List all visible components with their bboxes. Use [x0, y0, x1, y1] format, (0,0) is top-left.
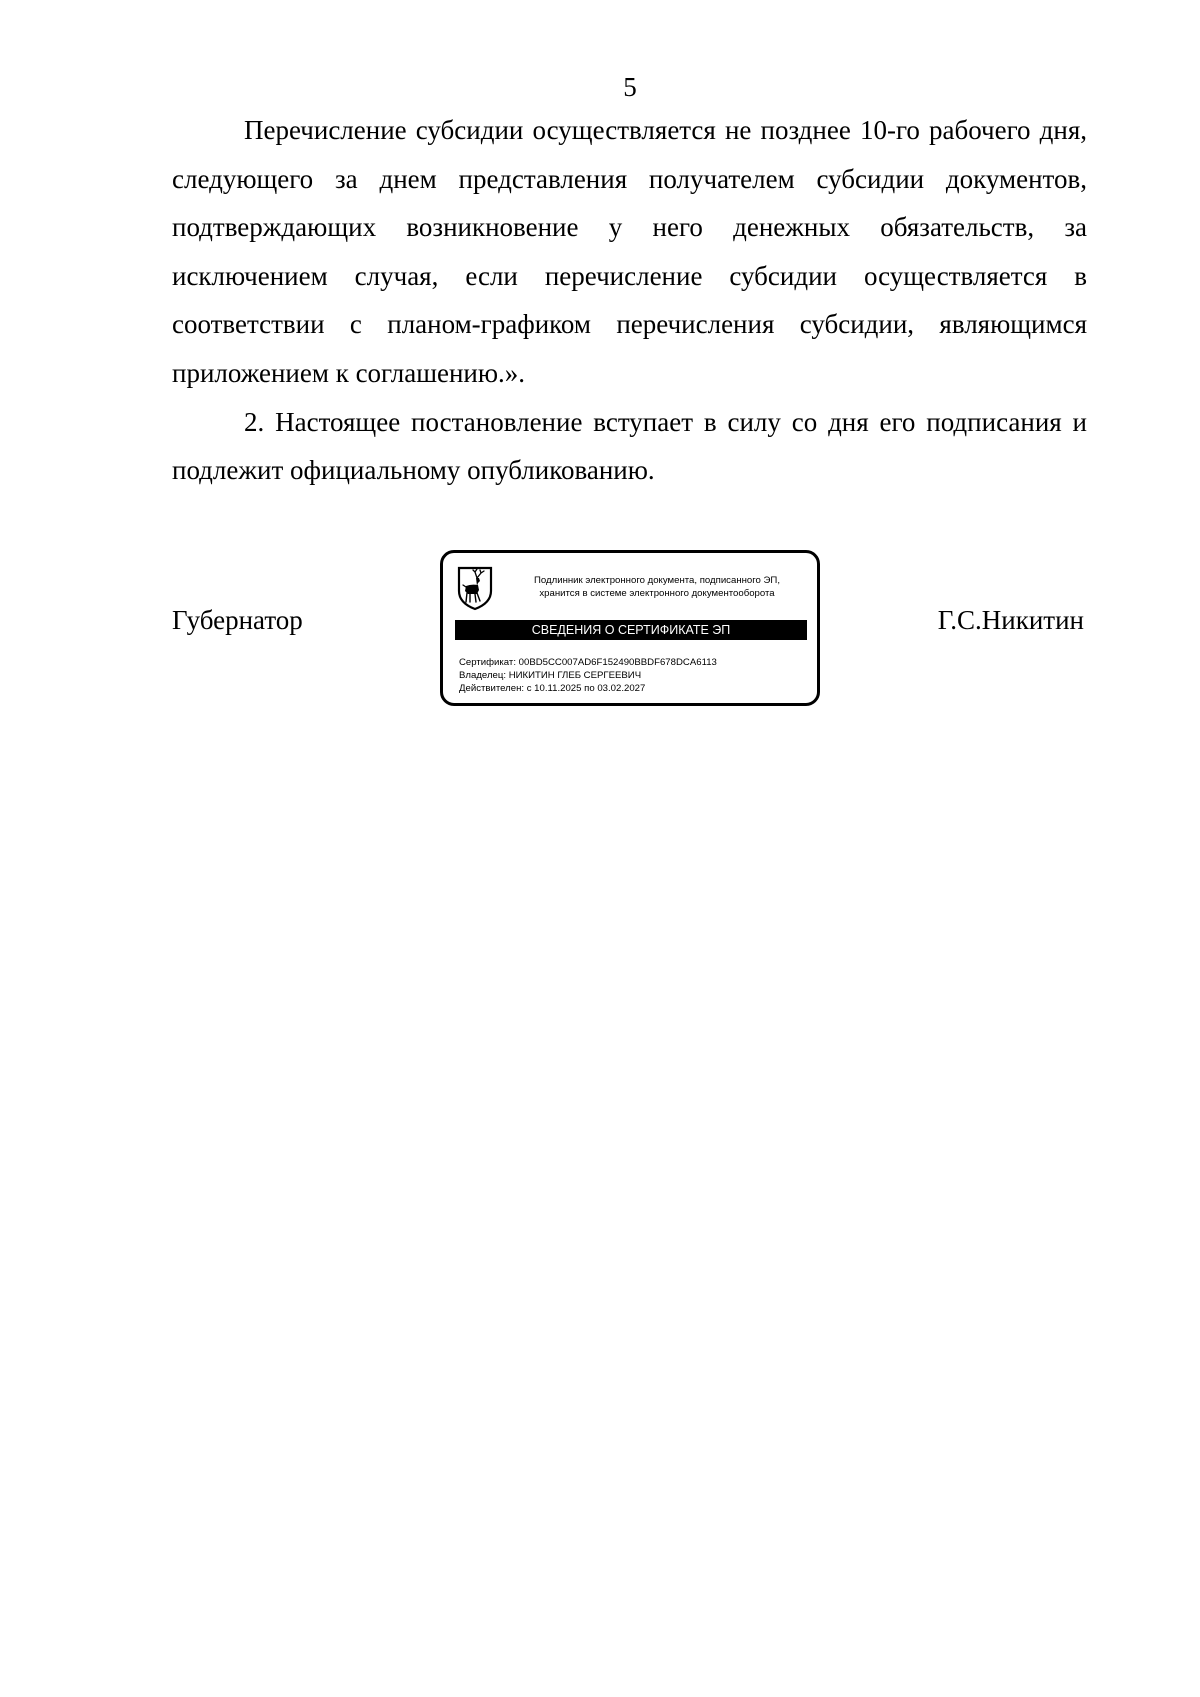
- certificate-validity: Действителен: с 10.11.2025 по 03.02.2027: [459, 683, 646, 694]
- signatory-name: Г.С.Никитин: [937, 605, 1084, 635]
- stamp-header: [507, 574, 807, 600]
- stamp-header-line: хранится в системе электронного документооборота: [539, 588, 775, 599]
- stamp-title-bar: СВЕДЕНИЯ О СЕРТИФИКАТЕ ЭП: [455, 620, 807, 640]
- stamp-certificate-details: [459, 656, 717, 695]
- signatory-position: Губернатор: [172, 605, 303, 635]
- document-body: [172, 106, 1087, 495]
- certificate-owner: Владелец: НИКИТИН ГЛЕБ СЕРГЕЕВИЧ: [459, 670, 642, 681]
- paragraph-entry-into-force: 2. Настоящее постановление вступает в силу со дня его подписания и подлежит официальному опубликованию.: [172, 406, 1087, 486]
- deer-coat-of-arms-icon: [456, 565, 494, 611]
- electronic-signature-stamp: [440, 550, 820, 706]
- paragraph-subsidy-transfer: Перечисление субсидии осуществляется не позднее 10-го рабочего дня, следующего за днем представления получателем субсидии документов, подтверждающих возникновение у него денежных обязательств, за исключением случая, если перечисление субсидии осуществляется в соответствии с планом-графиком перечисления субсидии, являющимся приложением к соглашению.».: [172, 115, 1087, 388]
- stamp-header-line: Подлинник электронного документа, подписанного ЭП,: [534, 575, 780, 586]
- page-number: 5: [623, 72, 637, 102]
- certificate-number: Сертификат: 00BD5CC007AD6F152490BBDF678DCA6113: [459, 657, 717, 668]
